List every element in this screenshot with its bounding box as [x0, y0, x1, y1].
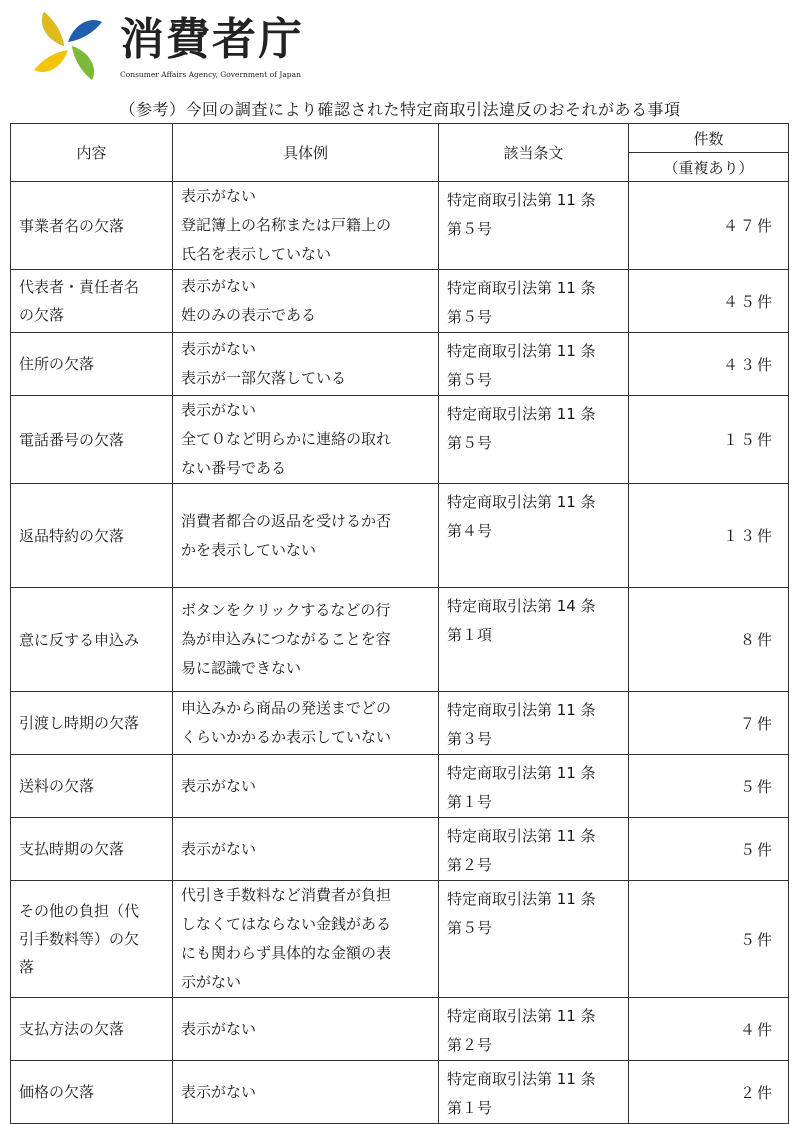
table-row	[11, 692, 789, 755]
table-row	[11, 881, 789, 998]
cell-article-line: 第４号	[447, 522, 493, 540]
table-row	[11, 588, 789, 692]
header-count: 件数	[629, 124, 789, 153]
cell-article-line: 特定商取引法第 14 条	[447, 597, 596, 615]
cell-example-line: 表示がない	[181, 187, 257, 205]
cell-article-line: 特定商取引法第 11 条	[447, 764, 596, 782]
header-example: 具体例	[173, 124, 439, 182]
cell-article-line: 第５号	[447, 434, 493, 452]
cell-count: ４７件	[629, 182, 789, 270]
cell-article	[439, 998, 629, 1061]
cell-example-line: 表示がない	[181, 277, 257, 295]
cell-content	[11, 1061, 173, 1124]
cell-article-line: 特定商取引法第 11 条	[447, 493, 596, 511]
cell-article-line: 第２号	[447, 1036, 493, 1054]
table-row	[11, 182, 789, 270]
cell-example-line: しなくてはならない金銭がある	[181, 915, 392, 933]
cell-count: １５件	[629, 396, 789, 484]
cell-content-line: 送料の欠落	[19, 777, 95, 795]
cell-content-line: その他の負担（代	[19, 902, 140, 920]
cell-article-line: 第１項	[447, 626, 493, 644]
cell-content-line: 引渡し時期の欠落	[19, 714, 140, 732]
cell-example	[173, 270, 439, 333]
cell-content-line: 引手数料等）の欠	[19, 930, 140, 948]
table-row	[11, 270, 789, 333]
cell-example-line: 為が申込みにつながることを容	[181, 630, 391, 648]
cell-content	[11, 881, 173, 998]
table-caption: （参考）今回の調査により確認された特定商取引法違反のおそれがある事項	[119, 100, 681, 119]
cell-article	[439, 484, 629, 588]
header-article: 該当条文	[439, 124, 629, 182]
table-row	[11, 484, 789, 588]
cell-article	[439, 588, 629, 692]
cell-count: ５件	[629, 881, 789, 998]
cell-example-line: ボタンをクリックするなどの行	[181, 601, 391, 619]
cell-example-line: 姓のみの表示である	[181, 306, 317, 324]
cell-content	[11, 333, 173, 396]
cell-example-line: 表示がない	[181, 340, 257, 358]
cell-content	[11, 998, 173, 1061]
cell-count: ４５件	[629, 270, 789, 333]
cell-example-line: 全て０など明らかに連絡の取れ	[181, 430, 392, 448]
cell-article	[439, 333, 629, 396]
violations-table	[10, 123, 789, 1124]
cell-content	[11, 396, 173, 484]
cell-article-line: 特定商取引法第 11 条	[447, 279, 596, 297]
cell-example	[173, 396, 439, 484]
cell-article	[439, 396, 629, 484]
cell-content-line: の欠落	[19, 306, 65, 324]
cell-article-line: 第５号	[447, 308, 493, 326]
cell-count: ４３件	[629, 333, 789, 396]
cell-content	[11, 270, 173, 333]
cell-article-line: 特定商取引法第 11 条	[447, 1070, 596, 1088]
table-row	[11, 396, 789, 484]
cell-content	[11, 755, 173, 818]
cell-example-line: にも関わらず具体的な金額の表	[181, 944, 392, 962]
cell-article	[439, 755, 629, 818]
cell-article-line: 第５号	[447, 919, 493, 937]
cell-count: ２件	[629, 1061, 789, 1124]
cell-content	[11, 484, 173, 588]
caa-logo-icon	[30, 8, 106, 84]
cell-content-line: 返品特約の欠落	[19, 526, 125, 545]
cell-example-line: 表示がない	[181, 401, 257, 419]
cell-example-line: 表示が一部欠落している	[181, 369, 347, 387]
cell-example	[173, 818, 439, 881]
table-row	[11, 998, 789, 1061]
cell-article	[439, 182, 629, 270]
cell-article-line: 特定商取引法第 11 条	[447, 191, 596, 209]
cell-content-line: 支払時期の欠落	[19, 840, 125, 858]
cell-example-line: かを表示していない	[181, 540, 317, 559]
cell-content-line: 住所の欠落	[19, 355, 95, 373]
cell-content-line: 価格の欠落	[19, 1083, 95, 1101]
cell-content-line: 意に反する申込み	[19, 630, 140, 649]
cell-example	[173, 182, 439, 270]
cell-example-line: 代引き手数料など消費者が負担	[181, 886, 392, 904]
agency-name: 消費者庁	[120, 14, 304, 65]
table-row	[11, 333, 789, 396]
cell-article-line: 特定商取引法第 11 条	[447, 701, 596, 719]
cell-example-line: 氏名を表示していない	[181, 245, 332, 263]
cell-article-line: 第５号	[447, 371, 493, 389]
cell-count: ８件	[629, 588, 789, 692]
table-row	[11, 755, 789, 818]
cell-article-line: 第２号	[447, 856, 493, 874]
cell-example-line: 登記簿上の名称または戸籍上の	[181, 216, 392, 234]
header-content: 内容	[11, 124, 173, 182]
cell-article-line: 特定商取引法第 11 条	[447, 890, 596, 908]
cell-content	[11, 182, 173, 270]
cell-example-line: 表示がない	[181, 776, 257, 795]
header-row	[11, 124, 789, 153]
cell-content	[11, 818, 173, 881]
cell-article-line: 第１号	[447, 1099, 493, 1117]
table-body	[11, 182, 789, 1124]
cell-example-line: 表示がない	[181, 839, 257, 858]
cell-example	[173, 881, 439, 998]
cell-content	[11, 692, 173, 755]
cell-article	[439, 818, 629, 881]
cell-article	[439, 270, 629, 333]
cell-article	[439, 1061, 629, 1124]
cell-article-line: 特定商取引法第 11 条	[447, 342, 596, 360]
cell-example	[173, 588, 439, 692]
cell-example-line: 消費者都合の返品を受けるか否	[181, 511, 392, 530]
cell-example-line: くらいかかるか表示していない	[181, 728, 392, 746]
cell-content-line: 支払方法の欠落	[19, 1020, 125, 1038]
table-row	[11, 1061, 789, 1124]
cell-article	[439, 692, 629, 755]
cell-count: ５件	[629, 818, 789, 881]
cell-article-line: 第５号	[447, 220, 493, 238]
cell-count: ７件	[629, 692, 789, 755]
cell-content-line: 事業者名の欠落	[19, 216, 125, 235]
cell-article-line: 第３号	[447, 730, 493, 748]
cell-article-line: 特定商取引法第 11 条	[447, 827, 596, 845]
cell-example	[173, 1061, 439, 1124]
cell-example-line: 表示がない	[181, 1019, 257, 1038]
table-row	[11, 818, 789, 881]
cell-example	[173, 755, 439, 818]
cell-content	[11, 588, 173, 692]
cell-content-line: 代表者・責任者名	[19, 278, 140, 296]
cell-example	[173, 484, 439, 588]
cell-count: ５件	[629, 755, 789, 818]
agency-name-en: Consumer Affairs Agency, Government of Japan	[120, 70, 301, 79]
cell-article-line: 特定商取引法第 11 条	[447, 405, 596, 423]
cell-article-line: 第１号	[447, 793, 493, 811]
cell-article	[439, 881, 629, 998]
page-header	[30, 8, 330, 88]
header-count-note: （重複あり）	[629, 153, 789, 182]
cell-count: １３件	[629, 484, 789, 588]
cell-example	[173, 692, 439, 755]
cell-example-line: 示がない	[181, 973, 242, 991]
cell-example	[173, 333, 439, 396]
cell-article-line: 特定商取引法第 11 条	[447, 1007, 596, 1025]
cell-example-line: 表示がない	[181, 1082, 257, 1101]
cell-example-line: ない番号である	[181, 459, 287, 477]
cell-example-line: 申込みから商品の発送までどの	[181, 699, 392, 717]
cell-count: ４件	[629, 998, 789, 1061]
cell-content-line: 落	[19, 958, 35, 976]
cell-example-line: 易に認識できない	[181, 659, 302, 677]
cell-example	[173, 998, 439, 1061]
cell-content-line: 電話番号の欠落	[19, 430, 125, 449]
